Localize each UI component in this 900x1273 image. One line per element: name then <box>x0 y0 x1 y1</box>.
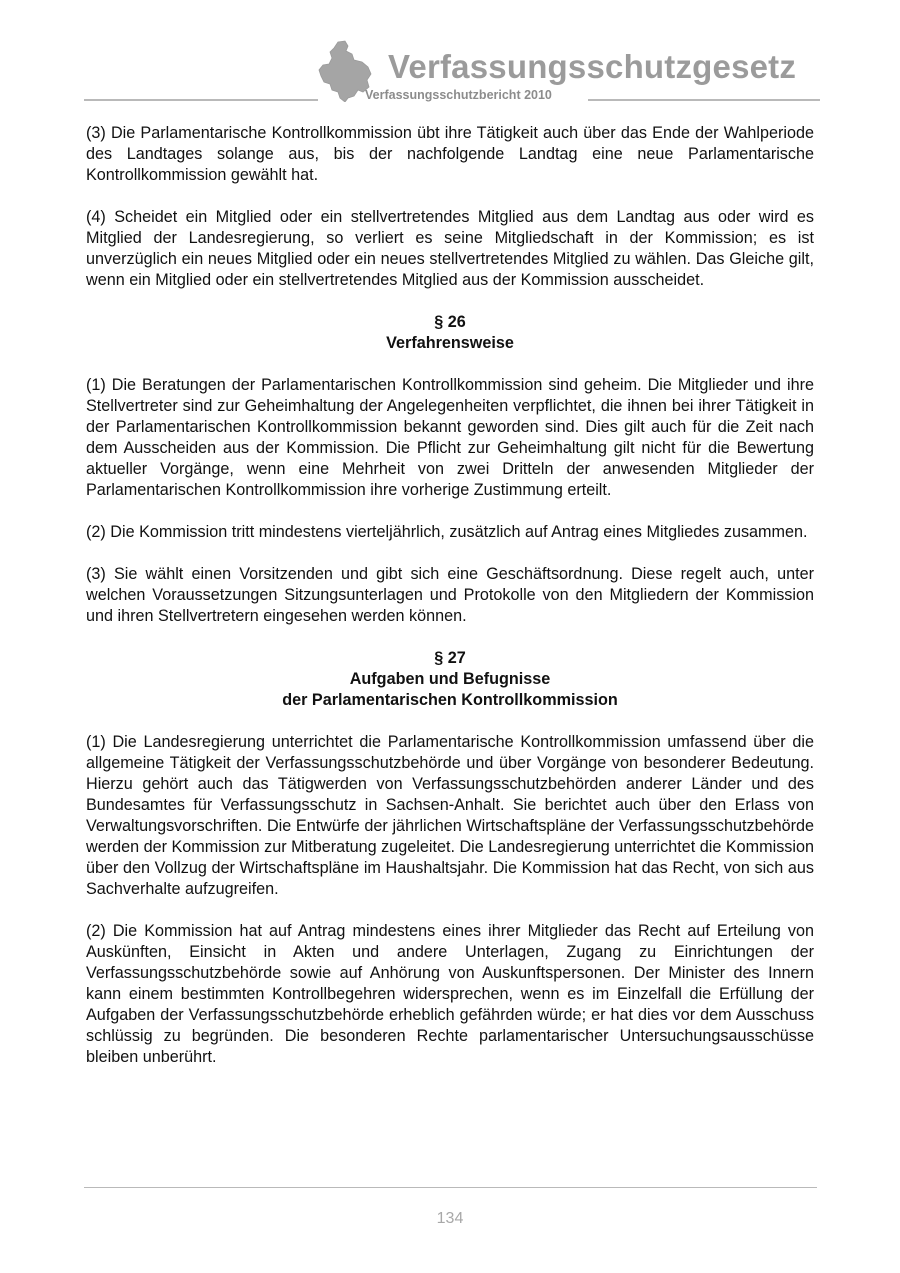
section-27-number: § 27 <box>434 649 466 667</box>
footer-rule <box>84 1187 817 1188</box>
section-26-heading <box>86 312 814 354</box>
paragraph-26-3: (3) Sie wählt einen Vorsitzenden und gibt sich eine Geschäftsordnung. Diese regelt auch, unter welchen Voraussetzungen Sitzungsunterlagen und Protokolle von den Mitgliedern der Kommission und ihren Stellvertretern eingesehen werden können. <box>86 565 814 625</box>
paragraph-27-1: (1) Die Landesregierung unterrichtet die Parlamentarische Kontrollkommission umfassend über die allgemeine Tätigkeit der Verfassungsschutzbehörde und über Vorgänge von besonderer Bedeutung. Hierzu gehört auch das Tätigwerden von Verfassungsschutzbehörden anderer Länder und des Bundesamtes für Verfassungsschutz in Sachsen-Anhalt. Sie berichtet auch über den Erlass von Verwaltungsvorschriften. Die Entwürfe der jährlichen Wirtschaftspläne der Verfassungsschutzbehörde werden der Kommission zur Mitberatung zugeleitet. Die Landesregierung unterrichtet die Kommission über den Vollzug der Wirtschaftspläne im Haushaltsjahr. Die Kommission hat das Recht, von sich aus Sachverhalte aufzugreifen. <box>86 733 814 898</box>
section-27-title-line1: Aufgaben und Befugnisse <box>349 670 551 688</box>
header-title: Verfassungsschutzgesetz <box>388 48 797 85</box>
section-26-number: § 26 <box>434 313 466 331</box>
page-header <box>0 0 900 115</box>
document-body <box>86 123 814 1089</box>
paragraph-25-3: (3) Die Parlamentarische Kontrollkommission übt ihre Tätigkeit auch über das Ende der Wahlperiode des Landtages solange aus, bis der nachfolgende Landtag eine neue Parlamentarische Kontrollkommission gewählt hat. <box>86 124 814 184</box>
paragraph-25-4: (4) Scheidet ein Mitglied oder ein stellvertretendes Mitglied aus dem Landtag aus oder wird es Mitglied der Landesregierung, so verliert es seine Mitgliedschaft in der Kommission; es ist unverzüglich ein neues Mitglied oder ein neues stellvertretendes Mitglied zu wählen. Das Gleiche gilt, wenn ein Mitglied oder ein stellvertretendes Mitglied aus der Kommission ausscheidet. <box>86 208 814 289</box>
paragraph-26-1: (1) Die Beratungen der Parlamentarischen Kontrollkommission sind geheim. Die Mitglieder und ihre Stellvertreter sind zur Geheimhaltung der Angelegenheiten verpflichtet, die ihnen bei ihrer Tätigkeit in der Parlamentarischen Kontrollkommission bekannt geworden sind. Dies gilt auch für die Zeit nach dem Ausscheiden aus der Kommission. Die Pflicht zur Geheimhaltung gilt nicht für die Bewertung aktueller Vorgänge, wenn eine Mehrheit von zwei Dritteln der anwesenden Mitglieder der Parlamentarischen Kontrollkommission ihre vorherige Zustimmung erteilt. <box>86 376 814 499</box>
header-subtitle: Verfassungsschutzbericht 2010 <box>365 88 552 102</box>
header-rule-right <box>588 99 820 101</box>
section-27-heading <box>86 648 814 711</box>
paragraph-27-2: (2) Die Kommission hat auf Antrag mindestens eines ihrer Mitglieder das Recht auf Erteilung von Auskünften, Einsicht in Akten und andere Unterlagen, Zugang zu Einrichtungen der Verfassungsschutzbehörde sowie auf Anhörung von Auskunftspersonen. Der Minister des Innern kann einem bestimmten Kontrollbegehren widersprechen, wenn es im Einzelfall die Erfüllung der Aufgaben der Verfassungsschutzbehörde erheblich gefährden würde; er hat dies vor dem Ausschuss schlüssig zu begründen. Die besonderen Rechte parlamentarischer Untersuchungsausschüsse bleiben unberührt. <box>86 922 814 1066</box>
page-number: 134 <box>436 1210 464 1227</box>
header-rule-left <box>84 99 318 101</box>
paragraph-26-2: (2) Die Kommission tritt mindestens vierteljährlich, zusätzlich auf Antrag eines Mitgliedes zusammen. <box>86 523 808 541</box>
section-27-title-line2: der Parlamentarischen Kontrollkommission <box>282 691 618 709</box>
section-26-title: Verfahrensweise <box>386 334 514 352</box>
state-map-icon <box>318 40 372 102</box>
